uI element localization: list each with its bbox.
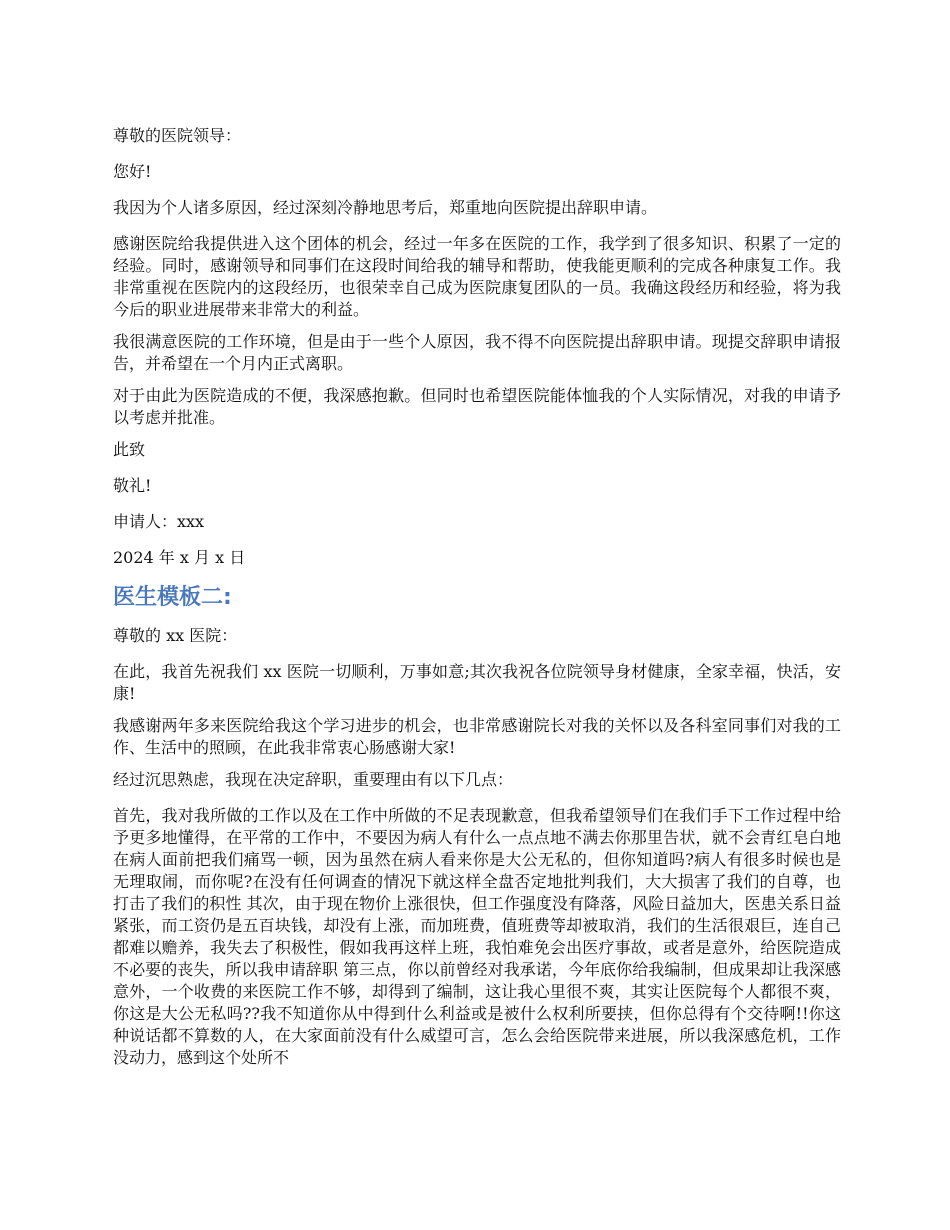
letter1-salutation: 尊敬的医院领导： bbox=[113, 126, 242, 145]
section-heading: 医生模板二: bbox=[113, 585, 232, 610]
letter1-applicant: 申请人：xxx bbox=[113, 512, 205, 531]
document-page bbox=[113, 125, 841, 1079]
letter2-salutation: 尊敬的 xx 医院： bbox=[113, 626, 238, 645]
letter1-closing-2: 敬礼! bbox=[113, 476, 152, 495]
letter1-greeting: 您好! bbox=[113, 162, 152, 181]
letter1-date: 2024 年 x 月 x 日 bbox=[113, 548, 246, 567]
letter1-closing-1: 此致 bbox=[113, 440, 146, 459]
letter1-paragraph-4: 对于由此为医院造成的不便，我深感抱歉。但同时也希望医院能体恤我的个人实际情况，对我的申请予以考虑并批准。 bbox=[113, 386, 841, 427]
letter2-paragraph-2: 我感谢两年多来医院给我这个学习进步的机会，也非常感谢院长对我的关怀以及各科室同事们对我的工作、生活中的照顾，在此我非常衷心肠感谢大家! bbox=[113, 716, 841, 757]
letter1-paragraph-1: 我因为个人诸多原因，经过深刻冷静地思考后，郑重地向医院提出辞职申请。 bbox=[113, 198, 658, 217]
letter2-paragraph-1: 在此，我首先祝我们 xx 医院一切顺利，万事如意;其次我祝各位院领导身材健康，全家幸福，快活，安康! bbox=[113, 662, 841, 703]
letter2-paragraph-3: 经过沉思熟虑，我现在决定辞职，重要理由有以下几点： bbox=[113, 770, 514, 789]
letter1-paragraph-3: 我很满意医院的工作环境，但是由于一些个人原因，我不得不向医院提出辞职申请。现提交辞职申请报告，并希望在一个月内正式离职。 bbox=[113, 332, 841, 373]
letter1-paragraph-2: 感谢医院给我提供进入这个团体的机会，经过一年多在医院的工作，我学到了很多知识、积累了一定的经验。同时，感谢领导和同事们在这段时间给我的辅导和帮助，使我能更顺利的完成各种康复工作。我非常重视在医院内的这段经历，也很荣幸自己成为医院康复团队的一员。我确这段经历和经验，将为我今后的职业进展带来非常大的利益。 bbox=[113, 234, 841, 319]
letter2-paragraph-4: 首先，我对我所做的工作以及在工作中所做的不足表现歉意，但我希望领导们在我们手下工作过程中给予更多地懂得，在平常的工作中，不要因为病人有什么一点点地不满去你那里告状，就不会青红皂白地在病人面前把我们痛骂一顿，因为虽然在病人看来你是大公无私的，但你知道吗?病人有很多时候也是无理取闹，而你呢?在没有任何调查的情况下就这样全盘否定地批判我们，大大损害了我们的自尊，也打击了我们的积性 其次，由于现在物价上涨很快，但工作强度没有降落，风险日益加大，医患关系日益紧张，而工资仍是五百块钱，却没有上涨，而加班费，值班费等却被取消，我们的生活很艰巨，连自己都难以赡养，我失去了积极性，假如我再这样上班，我怕难免会出医疗事故，或者是意外，给医院造成不必要的丧失，所以我申请辞职 第三点，你以前曾经对我承诺，今年底你给我编制，但成果却让我深感意外，一个收费的来医院工作不够，却得到了编制，这让我心里很不爽，其实让医院每个人都很不爽，你这是大公无私吗??我不知道你从中得到什么利益或是被什么权利所要挟，但你总得有个交待啊!!你这种说话都不算数的人，在大家面前没有什么威望可言，怎么会给医院带来进展，所以我深感危机，工作没动力，感到这个处所不 bbox=[113, 806, 841, 1067]
